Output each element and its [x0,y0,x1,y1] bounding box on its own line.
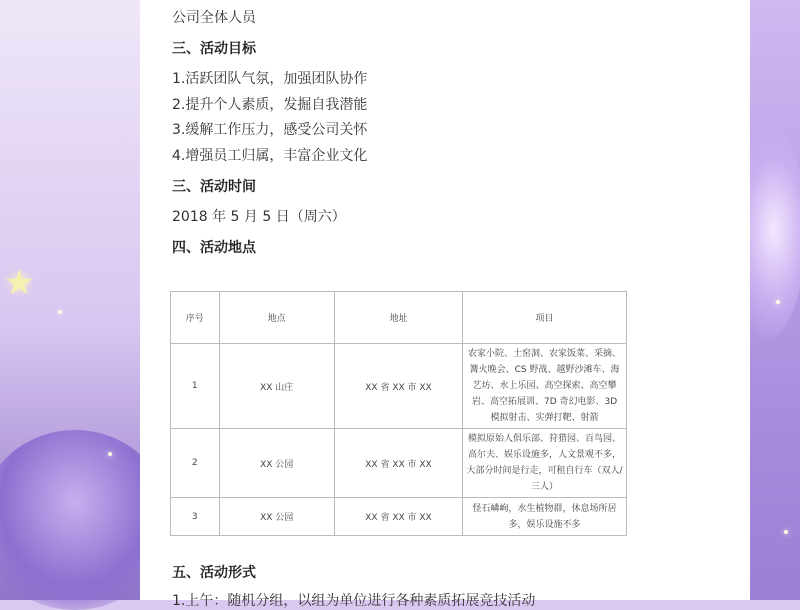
table-row [171,498,627,536]
goal-item: 1.活跃团队气氛，加强团队协作 [172,71,368,87]
goal-item: 4.增强员工归属，丰富企业文化 [172,148,368,164]
place-cell: XX 山庄 [219,344,334,429]
address-cell: XX 省 XX 市 XX [334,429,462,498]
project-cell: 模拟原始人俱乐部、狩猎园、百鸟园、高尔夫、娱乐设施多，人文景观不多，大部分时间是行走，可租自行车（双人/三人） [463,429,627,498]
participants-text: 公司全体人员 [172,10,256,26]
time-text: 2018 年 5 月 5 日（周六） [172,209,346,225]
goal-item: 3.缓解工作压力，感受公司关怀 [172,122,368,138]
place-cell: XX 公园 [219,498,334,536]
table-header-row [171,292,627,344]
place-cell: XX 公园 [219,429,334,498]
table-header-cell: 地址 [334,292,462,344]
sparkle-decoration [58,310,62,314]
project-cell: 农家小院、土窑洞、农家饭菜、采摘、篝火晚会、CS 野战、越野沙滩车、海艺坊、水上乐园、高空探索、高空攀岩、高空拓展训、7D 奇幻电影、3D 模拟射击、实弹打靶、射箭 [463,344,627,429]
time-heading: 三、活动时间 [172,179,256,195]
row-number-cell: 1 [171,344,220,429]
sparkle-decoration [784,530,788,534]
goal-item: 2.提升个人素质，发掘自我潜能 [172,97,368,113]
table-row [171,344,627,429]
address-cell: XX 省 XX 市 XX [334,498,462,536]
place-heading: 四、活动地点 [172,240,256,256]
form-heading: 五、活动形式 [172,565,256,581]
background-right [750,0,800,600]
table-header-cell: 序号 [171,292,220,344]
table-row [171,429,627,498]
table-header-cell: 地点 [219,292,334,344]
sparkle-decoration [776,300,780,304]
project-cell: 怪石嶙峋，水生植物群，休息场所居多，娱乐设施不多 [463,498,627,536]
form-line: 1.上午：随机分组，以组为单位进行各种素质拓展竞技活动 [172,593,536,609]
table-header-cell: 项目 [463,292,627,344]
address-cell: XX 省 XX 市 XX [334,344,462,429]
row-number-cell: 2 [171,429,220,498]
venue-table [170,291,627,536]
goal-heading: 三、活动目标 [172,41,256,57]
sparkle-decoration [108,452,112,456]
star-decoration: ★ [4,263,35,303]
row-number-cell: 3 [171,498,220,536]
document-page [140,0,750,609]
